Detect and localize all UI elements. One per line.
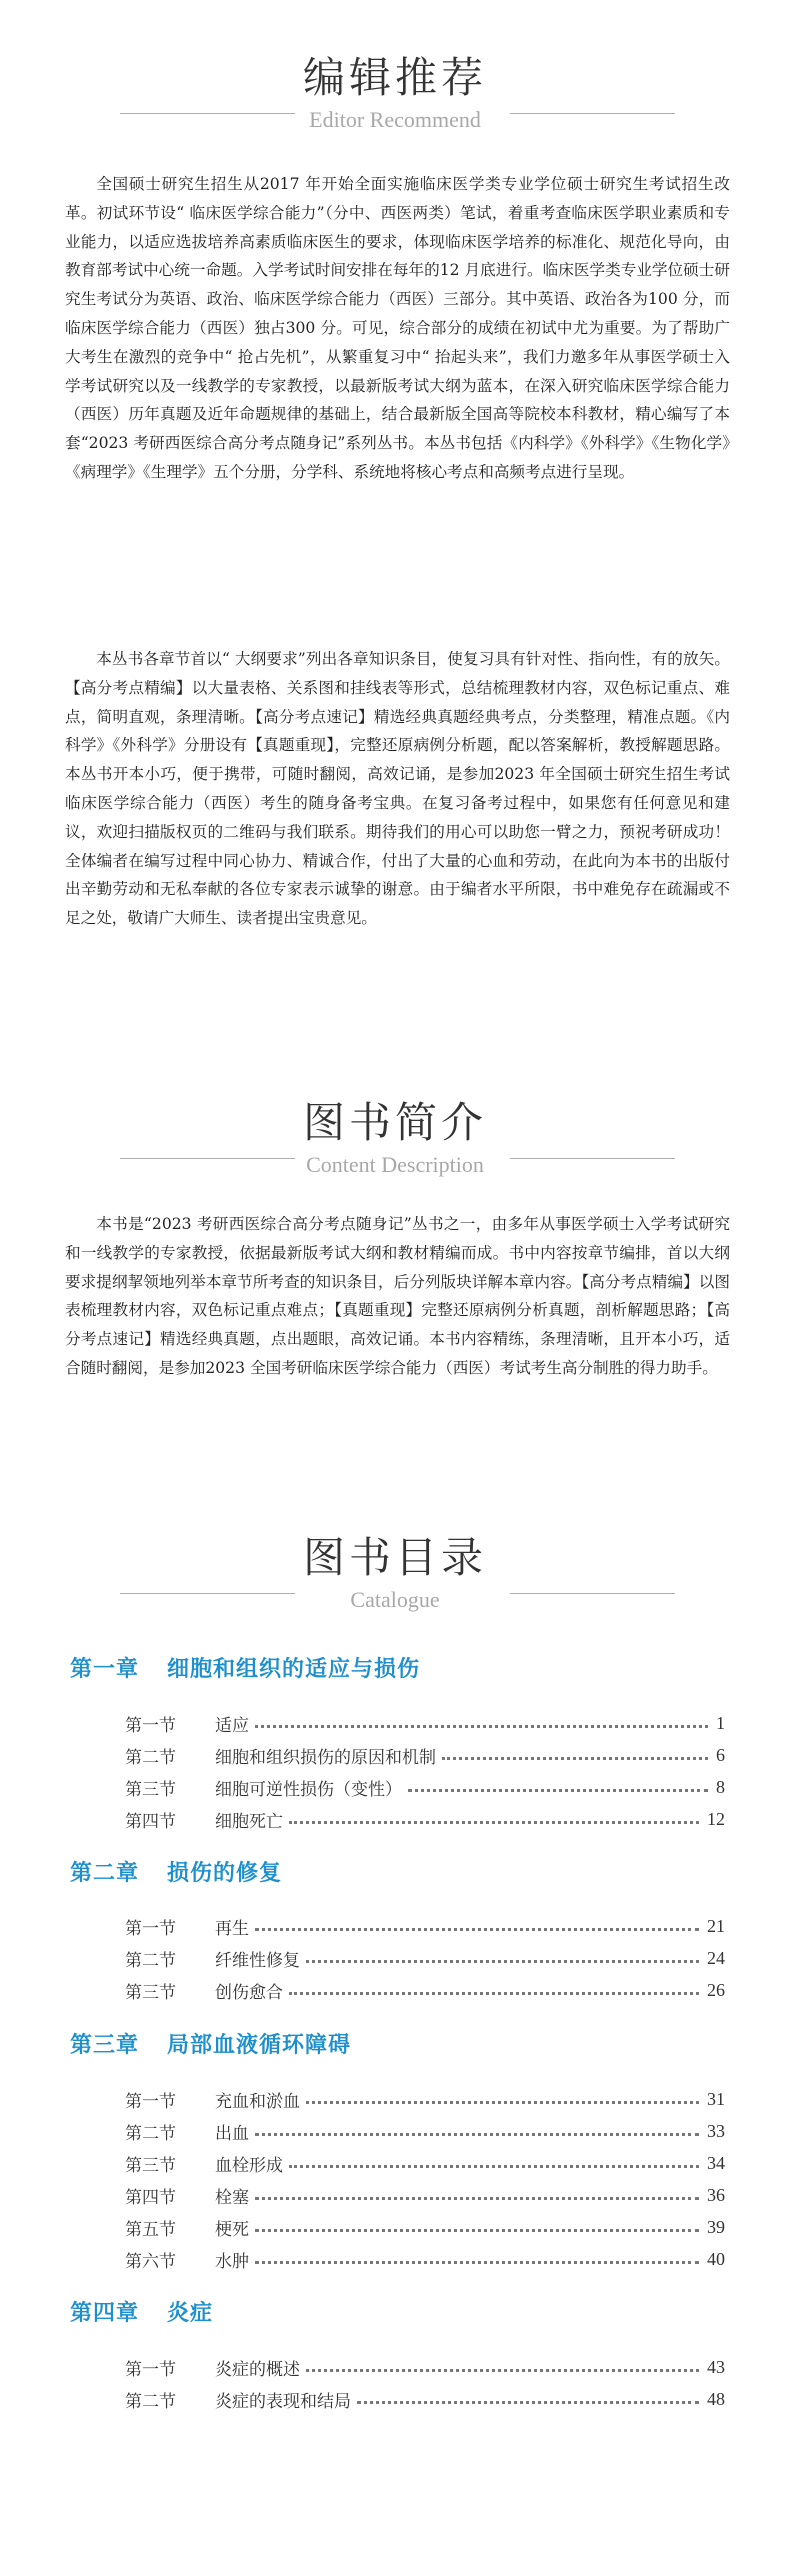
page-number: 26 [707, 1979, 725, 2000]
section-number: 第二节 [125, 2391, 176, 2412]
page-number: 12 [707, 1808, 725, 1829]
page-number: 39 [707, 2216, 725, 2237]
dot-leader [255, 2261, 699, 2264]
section-number: 第四节 [125, 1811, 176, 1832]
dot-leader [255, 1928, 699, 1931]
section-number: 第二节 [125, 1747, 176, 1768]
content-description-subtitle: Content Description [306, 1152, 484, 1177]
toc-entry[interactable] [125, 1975, 725, 2005]
editor-recommend-title: 编辑推荐 [302, 53, 487, 102]
toc-entry[interactable] [125, 1804, 725, 1834]
toc-entry[interactable] [125, 1943, 725, 1973]
toc-entry[interactable] [125, 2180, 725, 2210]
page-number: 6 [716, 1744, 725, 1765]
chapter-title: 损伤的修复 [167, 1861, 283, 1886]
section-number: 第四节 [125, 2187, 176, 2208]
section-title: 细胞死亡 [215, 1811, 283, 1832]
page-number: 8 [716, 1776, 725, 1797]
dot-leader [289, 2165, 699, 2168]
section-title: 充血和淤血 [215, 2091, 300, 2112]
chapter-number: 第三章 [70, 2033, 140, 2058]
section-title: 梗死 [215, 2219, 249, 2240]
section-number: 第一节 [125, 2359, 176, 2380]
toc-entry[interactable] [125, 2384, 725, 2414]
page-number: 31 [707, 2088, 725, 2109]
title-divider-right [510, 113, 675, 114]
section-number: 第二节 [125, 1950, 176, 1971]
page-number: 24 [707, 1947, 725, 1968]
section-number: 第一节 [125, 1715, 176, 1736]
toc-entry[interactable] [125, 1708, 725, 1738]
toc-entry[interactable] [125, 1911, 725, 1941]
page-number: 43 [707, 2356, 725, 2377]
page-number: 21 [707, 1915, 725, 1936]
toc-entry[interactable] [125, 2212, 725, 2242]
section-title: 炎症的概述 [215, 2359, 300, 2380]
chapter-heading[interactable] [70, 1856, 282, 1887]
toc-entry[interactable] [125, 1740, 725, 1770]
page-number: 40 [707, 2248, 725, 2269]
toc-entry[interactable] [125, 2244, 725, 2274]
dot-leader [357, 2401, 699, 2404]
chapter-heading[interactable] [70, 2028, 351, 2059]
dot-leader [255, 2133, 699, 2136]
section-title: 出血 [215, 2123, 249, 2144]
content-description-title: 图书简介 [302, 1098, 487, 1147]
chapter-number: 第二章 [70, 1861, 140, 1886]
section-number: 第五节 [125, 2219, 176, 2240]
editor-paragraph-2: 本丛书各章节首以“ 大纲要求”列出各章知识条目，使复习具有针对性、指向性，有的放矢。【高分考点精编】以大量表格、关系图和挂线表等形式，总结梳理教材内容，双色标记重点、难点，简明直观，条理清晰。【高分考点速记】精选经典真题经典考点，分类整理，精准点题。《内科学》《外科学》分册设有【真题重现】，完整还原病例分析题，配以答案解析，教授解题思路。本丛书开本小巧，便于携带，可随时翻阅，高效记诵，是参加2023 年全国硕士研究生招生考试临床医学综合能力（西医）考生的随身备考宝典。在复习备考过程中，如果您有任何意见和建议，欢迎扫描版权页的二维码与我们联系。期待我们的用心可以助您一臂之力，预祝考研成功！全体编者在编写过程中同心协力、精诚合作，付出了大量的心血和劳动，在此向为本书的出版付出辛勤劳动和无私奉献的各位专家表示诚挚的谢意。由于编者水平所限，书中难免存在疏漏或不足之处，敬请广大师生、读者提出宝贵意见。 [65, 650, 730, 928]
catalogue-header [0, 1530, 790, 1614]
chapter-number: 第一章 [70, 1657, 140, 1682]
chapter-title: 细胞和组织的适应与损伤 [167, 1657, 421, 1682]
editor-recommend-subtitle: Editor Recommend [309, 107, 481, 132]
chapter-heading[interactable] [70, 2296, 213, 2327]
catalogue-title: 图书目录 [302, 1533, 487, 1582]
title-divider-right [510, 1593, 675, 1594]
dot-leader [306, 2369, 699, 2372]
section-title: 血栓形成 [215, 2155, 283, 2176]
section-number: 第三节 [125, 2155, 176, 2176]
dot-leader [408, 1789, 708, 1792]
page-number: 36 [707, 2184, 725, 2205]
section-number: 第三节 [125, 1982, 176, 2003]
section-title: 栓塞 [215, 2187, 249, 2208]
section-title: 适应 [215, 1715, 249, 1736]
editor-paragraph-1: 全国硕士研究生招生从2017 年开始全面实施临床医学类专业学位硕士研究生考试招生改革。初试环节设“ 临床医学综合能力”（分中、西医两类）笔试，着重考查临床医学职业素质和专业能力，以适应选拔培养高素质临床医生的要求，体现临床医学培养的标准化、规范化导向，由教育部考试中心统一命题。入学考试时间安排在每年的12 月底进行。临床医学类专业学位硕士研究生考试分为英语、政治、临床医学综合能力（西医）三部分。其中英语、政治各为100 分，而临床医学综合能力（西医）独占300 分。可见，综合部分的成绩在初试中尤为重要。为了帮助广大考生在激烈的竞争中“ 抢占先机”，从繁重复习中“ 抬起头来”，我们力邀多年从事医学硕士入学考试研究以及一线教学的专家教授，以最新版考试大纲为蓝本，在深入研究临床医学综合能力（西医）历年真题及近年命题规律的基础上，结合最新版全国高等院校本科教材，精心编写了本套“2023 考研西医综合高分考点随身记”系列丛书。本丛书包括《内科学》《外科学》《生物化学》《病理学》《生理学》五个分册，分学科、系统地将核心考点和高频考点进行呈现。 [65, 175, 730, 481]
page-number: 33 [707, 2120, 725, 2141]
chapter-number: 第四章 [70, 2301, 140, 2326]
section-title: 再生 [215, 1918, 249, 1939]
dot-leader [306, 1960, 699, 1963]
section-title: 炎症的表现和结局 [215, 2391, 351, 2412]
section-number: 第一节 [125, 2091, 176, 2112]
section-number: 第二节 [125, 2123, 176, 2144]
toc-entry[interactable] [125, 2084, 725, 2114]
content-description-paragraph: 本书是“2023 考研西医综合高分考点随身记”丛书之一，由多年从事医学硕士入学考试研究和一线教学的专家教授，依据最新版考试大纲和教材精编而成。书中内容按章节编排，首以大纲要求提纲挈领地列举本章节所考查的知识条目，后分列版块详解本章内容。【高分考点精编】以图表梳理教材内容，双色标记重点难点；【真题重现】完整还原病例分析真题，剖析解题思路；【高分考点速记】精选经典真题，点出题眼，高效记诵。本书内容精练，条理清晰，且开本小巧，适合随时翻阅，是参加2023 全国考研临床医学综合能力（西医）考试考生高分制胜的得力助手。 [65, 1215, 730, 1377]
dot-leader [289, 1821, 699, 1824]
section-number: 第三节 [125, 1779, 176, 1800]
page-number: 1 [716, 1712, 725, 1733]
section-number: 第一节 [125, 1918, 176, 1939]
title-divider-left [120, 113, 295, 114]
page-number: 48 [707, 2388, 725, 2409]
dot-leader [289, 1992, 699, 1995]
section-title: 水肿 [215, 2251, 249, 2272]
dot-leader [306, 2101, 699, 2104]
dot-leader [255, 2197, 699, 2200]
toc-entry[interactable] [125, 2148, 725, 2178]
section-title: 纤维性修复 [215, 1950, 300, 1971]
section-title: 细胞可逆性损伤（变性） [215, 1779, 402, 1800]
dot-leader [442, 1757, 708, 1760]
editor-recommend-header [0, 50, 790, 134]
chapter-title: 局部血液循环障碍 [167, 2033, 352, 2058]
toc-entry[interactable] [125, 2352, 725, 2382]
chapter-title: 炎症 [167, 2301, 214, 2326]
content-description-header [0, 1095, 790, 1179]
title-divider-right [510, 1158, 675, 1159]
catalogue-subtitle: Catalogue [350, 1587, 440, 1612]
dot-leader [255, 1725, 708, 1728]
toc-entry[interactable] [125, 2116, 725, 2146]
page-number: 34 [707, 2152, 725, 2173]
dot-leader [255, 2229, 699, 2232]
toc-entry[interactable] [125, 1772, 725, 1802]
section-number: 第六节 [125, 2251, 176, 2272]
chapter-heading[interactable] [70, 1652, 420, 1683]
section-title: 创伤愈合 [215, 1982, 283, 2003]
section-title: 细胞和组织损伤的原因和机制 [215, 1747, 436, 1768]
title-divider-left [120, 1158, 295, 1159]
title-divider-left [120, 1593, 295, 1594]
